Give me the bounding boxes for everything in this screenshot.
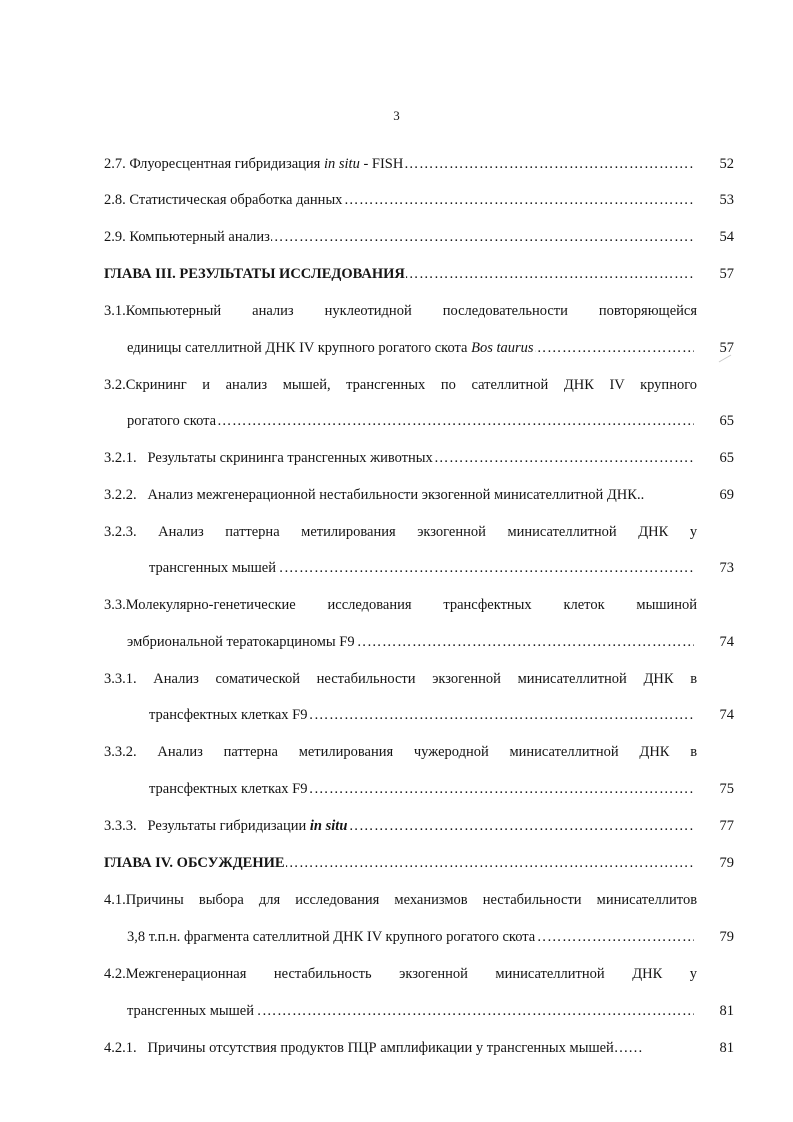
- toc-entry-3-3-3-title: 3.3.3. Результаты гибридизации: [104, 818, 310, 834]
- toc-entry-3-2-3-title: трансгенных мышей: [149, 560, 277, 576]
- toc-entry-4-2-line1[interactable]: [104, 964, 697, 984]
- word: нестабильность: [273, 966, 372, 982]
- toc-chapter-3[interactable]: [104, 264, 734, 284]
- toc-entry-3-2-line1[interactable]: [104, 375, 697, 395]
- toc-entry-4-2-line2[interactable]: [127, 1001, 734, 1021]
- word: экзогенной: [417, 524, 486, 540]
- word: соматической: [215, 671, 300, 687]
- toc-entry-3-2-line2[interactable]: [127, 411, 734, 431]
- toc-entry-3-2-3-line1[interactable]: [104, 522, 697, 542]
- toc-entry-3-3-3[interactable]: [104, 816, 734, 836]
- toc-entry-3-3-line1[interactable]: [104, 595, 697, 615]
- word: выбора: [198, 892, 244, 908]
- toc-chapter-4-title: ГЛАВА IV. ОБСУЖДЕНИЕ: [104, 855, 285, 871]
- word: IV: [609, 377, 625, 393]
- toc-entry-3-2-1-page: 65: [719, 450, 734, 466]
- toc-entry-4-1-line1[interactable]: [104, 890, 697, 910]
- toc-entry-4-2-1-title: 4.2.1. Причины отсутствия продуктов ПЦР амплификации у трансгенных мышей……: [104, 1040, 643, 1056]
- toc-entry-3-2-3-page: 73: [719, 560, 734, 576]
- word: минисателлитной: [509, 744, 619, 760]
- toc-entry-4-2-title: трансгенных мышей: [127, 1003, 255, 1019]
- toc-chapter-4-page: 79: [719, 855, 734, 871]
- toc-entry-3-2-2-page: 69: [719, 487, 734, 503]
- word: исследования: [295, 892, 380, 908]
- word: исследования: [327, 597, 412, 613]
- word: анализ: [252, 303, 294, 319]
- toc-entry-2-7-title-suffix: - FISH: [359, 156, 404, 172]
- word: последовательности: [442, 303, 568, 319]
- word: 3.3.1.: [104, 671, 137, 687]
- toc-entry-4-2-1[interactable]: [104, 1038, 734, 1058]
- toc-entry-2-8-page: 53: [719, 192, 734, 208]
- toc-entry-3-2-1[interactable]: [104, 448, 734, 468]
- toc-entry-3-3-2-page: 75: [719, 781, 734, 797]
- toc-entry-3-2-page: 65: [719, 413, 734, 429]
- word: нестабильности: [316, 671, 416, 687]
- toc-entry-4-1-line2[interactable]: [127, 927, 734, 947]
- toc-entry-3-2-2-title: 3.2.2. Анализ межгенерационной нестабильности экзогенной минисателлитной ДНК..: [104, 487, 645, 503]
- word: 4.1.Причины: [104, 892, 184, 908]
- word: повторяющейся: [598, 303, 697, 319]
- word: 4.2.Межгенерационная: [104, 966, 247, 982]
- toc-entry-3-3-line2[interactable]: [127, 632, 734, 652]
- word: минисателлитов: [596, 892, 698, 908]
- toc-entry-3-3-2-title: трансфектных клетках F9: [149, 781, 308, 797]
- toc-entry-2-7-title-italic: in situ: [323, 156, 360, 172]
- word: паттерна: [225, 524, 280, 540]
- word: трансфектных: [443, 597, 532, 613]
- word: в: [690, 671, 698, 687]
- word: мышей,: [282, 377, 331, 393]
- word: экзогенной: [399, 966, 468, 982]
- toc-entry-2-7-page: 52: [719, 156, 734, 172]
- word: минисателлитной: [517, 671, 627, 687]
- toc-entry-4-1-title: 3,8 т.п.н. фрагмента сателлитной ДНК IV крупного рогатого скота: [127, 929, 536, 945]
- page-number: 3: [393, 108, 400, 123]
- toc-entry-2-9-page: 54: [719, 229, 734, 245]
- toc-entry-2-9-title: 2.9. Компьютерный анализ: [104, 229, 270, 245]
- toc-entry-3-2-2[interactable]: [104, 485, 734, 505]
- word: Анализ: [153, 671, 199, 687]
- word: мышиной: [636, 597, 698, 613]
- word: у: [689, 966, 698, 982]
- toc-entry-3-3-1-line1[interactable]: [104, 669, 697, 689]
- toc-entry-3-3-3-page: 77: [719, 818, 734, 834]
- toc-entry-2-7[interactable]: [104, 154, 734, 174]
- word: 3.2.3.: [104, 524, 137, 540]
- toc-entry-3-3-2-line2[interactable]: [149, 779, 734, 799]
- word: экзогенной: [432, 671, 501, 687]
- toc-entry-2-8[interactable]: [104, 190, 734, 210]
- word: Анализ: [157, 744, 203, 760]
- toc-entry-3-1-title: единицы сателлитной ДНК IV крупного рогатого скота: [127, 340, 472, 356]
- toc-entry-3-3-page: 74: [719, 634, 734, 650]
- word: сателлитной: [471, 377, 549, 393]
- toc-chapter-3-title: ГЛАВА III. РЕЗУЛЬТАТЫ ИССЛЕДОВАНИЯ: [104, 266, 405, 282]
- toc-entry-2-7-title: 2.7. Флуоресцентная гибридизация: [104, 156, 324, 172]
- word: по: [440, 377, 456, 393]
- toc-entry-3-1-page: 57: [719, 340, 734, 356]
- toc-entry-4-2-page: 81: [719, 1003, 734, 1019]
- toc-entry-3-3-1-line2[interactable]: [149, 705, 734, 725]
- toc-entry-3-3-2-line1[interactable]: [104, 742, 697, 762]
- toc-entry-3-3-1-title: трансфектных клетках F9: [149, 707, 308, 723]
- word: минисателлитной: [495, 966, 605, 982]
- word: нуклеотидной: [324, 303, 412, 319]
- word: ДНК: [638, 524, 669, 540]
- word: клеток: [563, 597, 605, 613]
- toc-entry-3-2-3-line2[interactable]: [149, 558, 734, 578]
- word: 3.3.2.: [104, 744, 137, 760]
- toc-entry-3-3-1-page: 74: [719, 707, 734, 723]
- word: ДНК: [563, 377, 594, 393]
- word: минисателлитной: [507, 524, 617, 540]
- word: чужеродной: [413, 744, 489, 760]
- word: ДНК: [632, 966, 663, 982]
- word: анализ: [225, 377, 268, 393]
- toc-entry-3-2-1-title: 3.2.1. Результаты скрининга трансгенных животных: [104, 450, 433, 466]
- word: у: [689, 524, 698, 540]
- word: для: [258, 892, 281, 908]
- toc-entry-3-1-line1[interactable]: [104, 301, 697, 321]
- word: 3.2.Скрининг: [104, 377, 187, 393]
- toc-entry-4-1-page: 79: [719, 929, 734, 945]
- word: 3.1.Компьютерный: [104, 303, 222, 319]
- toc-entry-3-1-line2[interactable]: [127, 338, 734, 358]
- toc-entry-3-3-3-title-italic: in situ: [309, 818, 348, 834]
- word: метилирования: [298, 744, 394, 760]
- word: в: [690, 744, 698, 760]
- word: крупного: [640, 377, 698, 393]
- toc-entry-2-8-title: 2.8. Статистическая обработка данных: [104, 192, 343, 208]
- word: паттерна: [223, 744, 278, 760]
- toc-entry-3-3-title: эмбриональной тератокарциномы F9: [127, 634, 355, 650]
- word: и: [202, 377, 211, 393]
- word: нестабильности: [482, 892, 582, 908]
- word: метилирования: [301, 524, 396, 540]
- word: 3.3.Молекулярно-генетические: [104, 597, 296, 613]
- toc-entry-3-1-title-italic: Bos taurus: [471, 340, 534, 356]
- word: трансгенных: [346, 377, 426, 393]
- word: Анализ: [158, 524, 204, 540]
- word: ДНК: [639, 744, 670, 760]
- toc-chapter-4[interactable]: [104, 853, 734, 873]
- toc-entry-2-9[interactable]: [104, 227, 734, 247]
- word: ДНК: [643, 671, 674, 687]
- toc-entry-3-2-title: рогатого скота: [127, 413, 217, 429]
- toc-entry-4-2-1-page: 81: [719, 1040, 734, 1056]
- toc-chapter-3-page: 57: [719, 266, 734, 282]
- word: механизмов: [394, 892, 468, 908]
